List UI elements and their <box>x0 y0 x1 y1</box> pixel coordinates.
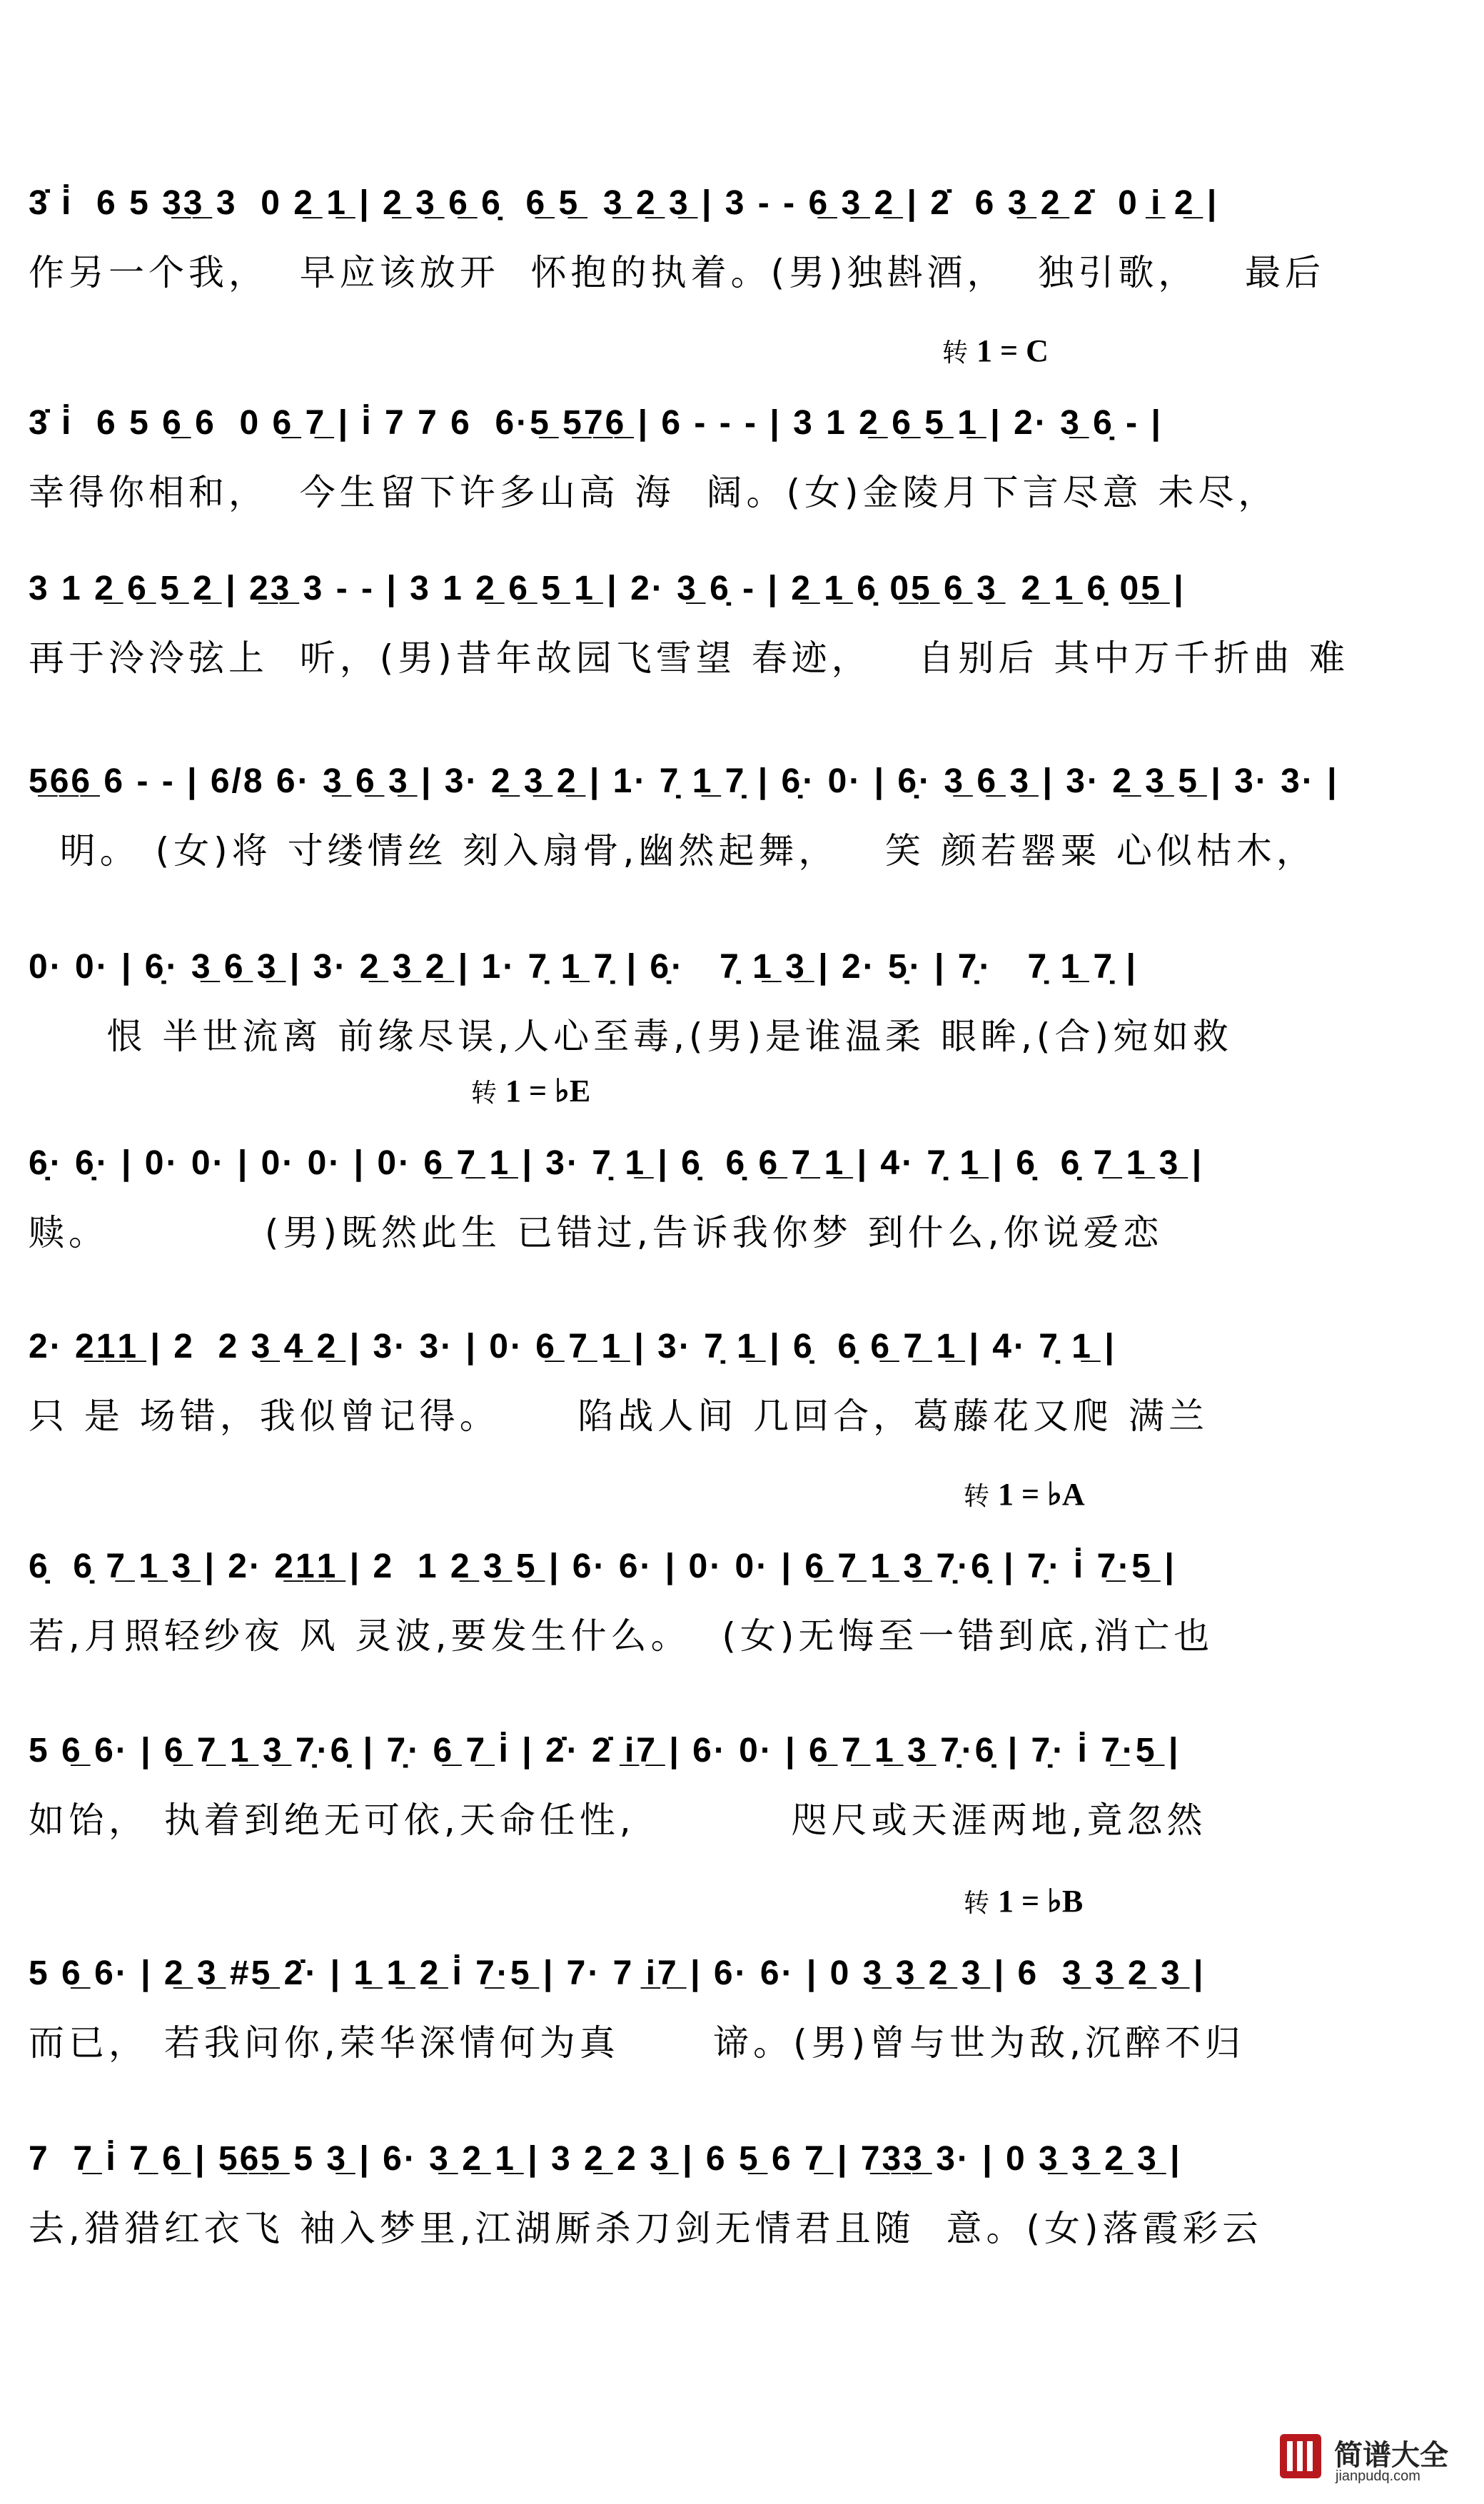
site-logo <box>1277 2427 1455 2491</box>
logo-url: jianpudq.com <box>1336 2468 1420 2484</box>
lyrics-row: 幸得你相和， 今生留下许多山高 海 阔。(女)金陵月下言尽意 未尽， <box>29 472 1278 513</box>
notation-row: 0· 0· | 6̣· 3̲ 6̲ 3̲ | 3· 2̲ 3̲ 2̲ | 1· 7̣ 1̲ 7̣ | 6̣· 7̣ 1̲ 3̲ | 2· 5̣· | 7̣· 7̣ 1̲ 7̣ | <box>29 948 1138 986</box>
lyrics-row: 明。 (女)将 寸缕情丝 刻入扇骨,幽然起舞， 笑 颜若罂粟 心似枯木， <box>29 830 1316 872</box>
notation-row: 6̣ 6̣ 7̲ 1̲ 3̲ | 2· 2̲1̲1̲ | 2 1 2̲ 3̲ 5̲ | 6· 6· | 0· 0· | 6̲ 7̲ 1̲ 3̲ 7̣·6̣ | 7̣· i̇ 7̲·5̲ | <box>29 1548 1176 1585</box>
lyrics-row: 去,猎猎红衣飞 袖入梦里,江湖厮杀刀剑无情君且随 意。(女)落霞彩云 <box>29 2208 1263 2249</box>
key-change <box>942 333 1049 369</box>
notation-row: 6̣· 6̣· | 0· 0· | 0· 0· | 0· 6̲ 7̲ 1̲ | 3· 7̣ 1̲ | 6̣ 6̣ 6̲ 7̲ 1̲ | 4· 7̣ 1̲ | 6̣ 6̣ 7̲ 1̲ 3̲ | <box>29 1144 1204 1182</box>
key-change <box>964 1476 1085 1513</box>
key-change-prefix: 转 <box>964 1482 990 1511</box>
lyrics-row: 再于泠泠弦上 听，(男)昔年故园飞雪望 春迹， 自别后 其中万千折曲 难 <box>29 637 1350 679</box>
notation-row: 7 7̲ i̇ 7̲ 6̲ | 5̲6̲5̲ 5 3̲ | 6· 3̲ 2̲ 1̲ | 3 2̲ 2 3̲ | 6 5̲ 6 7̲ | 7̲3̲3̲ 3· | 0 3̲ 3̲ 2̲ 3̲ | <box>29 2140 1182 2178</box>
key-change <box>471 1073 590 1109</box>
lyrics-row: 而已， 若我问你,荣华深情何为真 谛。(男)曾与世为敌,沉醉不归 <box>29 2022 1246 2064</box>
lyrics-row: 只 是 场错，我似曾记得。 陷战人间 几回合，葛藤花又爬 满兰 <box>29 1395 1209 1437</box>
notation-row: 5 6̲ 6· | 6̲ 7̲ 1̲ 3̲ 7̣·6̣ | 7̣· 6̲ 7̲ i̇ | 2̇· 2̇ i̲7̲ | 6· 0· | 6̲ 7̲ 1̲ 3̲ 7̣·6̣ | 7̣· i̇ 7̲·5̲ | <box>29 1732 1181 1770</box>
lyrics-row: 作另一个我， 早应该放开 怀抱的执着。(男)独斟酒， 独引歌， 最后 <box>29 252 1326 293</box>
notation-row: 5̲6̲6̲ 6 - - | 6/8 6· 3̲ 6̲ 3̲ | 3· 2̲ 3̲ 2̲ | 1· 7̣ 1̲ 7̣ | 6̣· 0· | 6̣· 3̲ 6̲ 3̲ | 3· 2̲ 3̲ 5̲ | 3· 3· | <box>29 762 1339 800</box>
notation-row: 5 6̲ 6· | 2̲ 3̲ #5̲ 2̇· | 1̲ 1̲ 2̲ i̇ 7̲·5̲ | 7· 7 i̲7̲ | 6· 6· | 0 3̲ 3̲ 2̲ 3̲ | 6 3̲ 3̲ 2̲ 3̲ | <box>29 1954 1206 1992</box>
key-change-prefix: 转 <box>471 1079 498 1108</box>
key-change-value: 1 = ♭B <box>998 1884 1084 1919</box>
piano-logo-icon <box>1277 2427 1327 2484</box>
logo-site-name: 简谱大全 <box>1334 2439 1448 2472</box>
notation-row: 3̇ i̇ 6 5 6̲ 6 0 6̲ 7̲ | i̇ 7 7 6 6·5̲ 5̲7̲6̲ | 6 - - - | 3 1 2̲ 6̲ 5̲ 1̲ | 2· 3̲ 6̣ - | <box>29 404 1163 442</box>
lyrics-row: 若,月照轻纱夜 风 灵波,要发生什么。 (女)无悔至一错到底,消亡也 <box>29 1615 1214 1657</box>
key-change-prefix: 转 <box>964 1889 990 1918</box>
key-change <box>964 1883 1083 1919</box>
notation-row: 2· 2̲1̲1̲ | 2 2 3̲ 4̲ 2̲ | 3· 3· | 0· 6̲ 7̲ 1̲ | 3· 7̣ 1̲ | 6̣ 6̣ 6̲ 7̲ 1̲ | 4· 7̣ 1̲ | <box>29 1328 1116 1365</box>
lyrics-row: 恨 半世流离 前缘尽误,人心至毒,(男)是谁温柔 眼眸,(合)宛如救 <box>29 1016 1233 1057</box>
notation-row: 3 1 2̲ 6̲ 5̲ 2̲ | 2̲3̲ 3 - - | 3 1 2̲ 6̲ 5̲ 1̲ | 2· 3̲ 6̣ - | 2̲ 1̲ 6̣ 0̲5̲ 6̲ 3̲ 2̲ 1̲ 6̣ 0̲5̲ | <box>29 570 1186 607</box>
lyrics-row: 如饴， 执着到绝无可依,天命任性, 咫尺或天涯两地,竟忽然 <box>29 1799 1207 1841</box>
key-change-prefix: 转 <box>942 338 969 368</box>
lyrics-row: 赎。 (男)既然此生 已错过,告诉我你梦 到什么,你说爱恋 <box>29 1212 1164 1253</box>
key-change-value: 1 = ♭E <box>505 1074 591 1109</box>
key-change-value: 1 = ♭A <box>998 1477 1085 1512</box>
key-change-value: 1 = C <box>976 333 1049 368</box>
notation-row: 3̇ i̇ 6 5 3̲3̲ 3 0 2̲ 1̲ | 2̲ 3̲ 6̲ 6̣ 6̲ 5̲ 3̲ 2̲ 3̲ | 3 - - 6̲ 3̲ 2̲ | 2̇ 6 3̲ 2̲ 2̇ 0 i̲ 2̲ | <box>29 184 1219 222</box>
